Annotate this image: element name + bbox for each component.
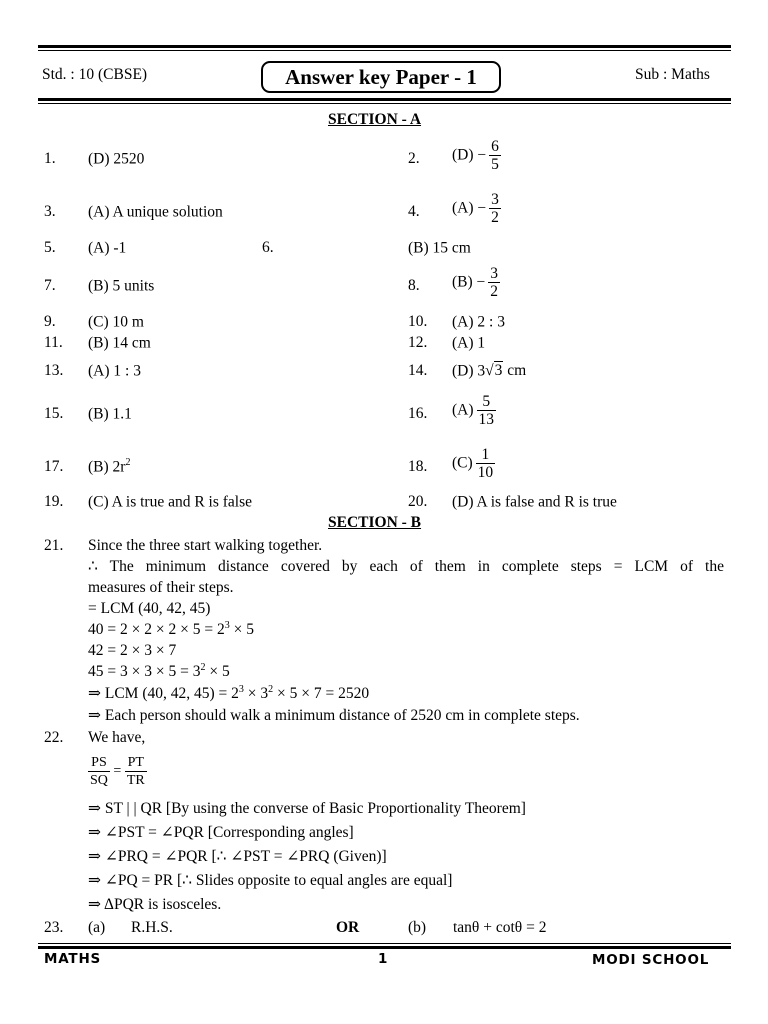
answer-text: [88, 313, 144, 331]
fraction-pt-tr: [125, 754, 147, 789]
q21-line-7: [88, 663, 230, 681]
q21-line-6: 42 = 2 × 3 × 7: [88, 642, 177, 659]
q21-line-7-text: 45 = 3 × 3 × 5 = 3: [88, 663, 201, 680]
q21-lcm-exp-2: 2: [268, 683, 274, 695]
answer-number: 14.: [408, 362, 428, 379]
answer-number: 1.: [44, 150, 56, 167]
top-rule-thick: [38, 45, 731, 48]
answer-text: [452, 393, 496, 428]
q22-line-3: ⇒ ∠PRQ = ∠PQR [∴ ∠PST = ∠PRQ (Given)]: [88, 848, 387, 865]
answer-option: (B) 14 cm: [88, 334, 151, 352]
answer-unit: cm: [503, 362, 527, 379]
answer-text: [88, 150, 144, 168]
answer-option: (B) 1.1: [88, 405, 132, 423]
fraction-numerator: 5: [477, 393, 497, 411]
answer-text: [88, 362, 141, 380]
q21-tail-45: × 5: [205, 663, 230, 680]
answer-number: 19.: [44, 493, 64, 510]
answer-number: 20.: [408, 493, 428, 510]
q21-exp-45: 2: [200, 661, 206, 673]
answer-text: [408, 239, 471, 257]
answer-text: [88, 458, 130, 476]
answer-number: 3.: [44, 203, 56, 220]
answer-number: 7.: [44, 277, 56, 294]
answer-fraction: [489, 138, 501, 173]
header-rule-bottom: [38, 98, 731, 101]
answer-option: (B) −: [452, 273, 486, 291]
answer-text: [88, 203, 223, 221]
q23-a-label: (a): [88, 919, 106, 936]
answer-fraction: [477, 393, 497, 428]
answer-fraction: [489, 191, 501, 226]
footer-rule-thick: [38, 946, 731, 949]
answer-option: (C): [452, 454, 473, 472]
answer-number: 5.: [44, 239, 56, 256]
q21-lcm-tail: × 5 × 7 = 2520: [273, 685, 370, 702]
answer-option: (A) -1: [88, 239, 127, 257]
footer-school: MODI SCHOOL: [592, 952, 710, 968]
answer-number: 4.: [408, 203, 420, 220]
footer-rule-thin: [38, 943, 731, 944]
sqrt-symbol: √: [485, 362, 494, 379]
q22-line-5: ⇒ ΔPQR is isosceles.: [88, 896, 222, 913]
fraction-numerator: PS: [88, 754, 110, 772]
q21-line-2: [88, 558, 724, 576]
answer-text: [452, 493, 617, 511]
q21-tail-40: × 5: [229, 621, 254, 638]
answer-text: [88, 334, 151, 352]
answer-option: (B) 15 cm: [408, 239, 471, 257]
fraction-ps-sq: [88, 754, 110, 789]
fraction-denominator: 5: [491, 156, 499, 173]
q22-line-2: ⇒ ∠PST = ∠PQR [Corresponding angles]: [88, 824, 354, 841]
q21-line-1: Since the three start walking together.: [88, 537, 323, 554]
answer-option: (A) −: [452, 199, 487, 217]
answer-option: (D) 3: [452, 362, 486, 380]
top-rule-thin: [38, 50, 731, 51]
fraction-denominator: SQ: [90, 773, 108, 788]
answer-option: (A) 2 : 3: [452, 313, 505, 331]
answer-option: (C) 10 m: [88, 313, 144, 331]
answer-number: 17.: [44, 458, 64, 475]
q22-number: 22.: [44, 729, 64, 746]
q21-line-5-text: 40 = 2 × 2 × 2 × 5 = 2: [88, 621, 225, 638]
fraction-denominator: 2: [490, 283, 499, 300]
q23-number: 23.: [44, 919, 64, 936]
equals-sign: =: [113, 763, 122, 779]
q21-line-8: [88, 685, 369, 703]
answer-number: 10.: [408, 313, 428, 330]
footer-page-number: 1: [378, 951, 389, 967]
q22-ratio: [88, 754, 147, 789]
answer-fraction: [476, 446, 496, 481]
answer-fraction: [488, 265, 500, 300]
answer-option: (A) A unique solution: [88, 203, 223, 221]
std-label: Std. : 10 (CBSE): [42, 66, 148, 83]
fraction-numerator: 1: [476, 446, 496, 464]
answer-number: 2.: [408, 150, 420, 167]
fraction-numerator: PT: [125, 754, 147, 772]
fraction-numerator: 6: [491, 138, 499, 155]
answer-number: 9.: [44, 313, 56, 330]
answer-text: [452, 265, 500, 300]
answer-text: [452, 446, 495, 481]
q23-b-text: tanθ + cotθ = 2: [453, 919, 547, 936]
answer-number: 13.: [44, 362, 64, 379]
q22-line-1: ⇒ ST | | QR [By using the converse of Basic Proportionality Theorem]: [88, 800, 526, 817]
answer-option: (A) 1 : 3: [88, 362, 141, 380]
answer-text: [88, 239, 126, 257]
q21-line-8-text: ⇒ LCM (40, 42, 45) = 2: [88, 685, 239, 702]
answer-option: (C) A is true and R is false: [88, 493, 253, 511]
q21-line-3: measures of their steps.: [88, 579, 234, 596]
answer-option: (D) 2520: [88, 150, 145, 168]
fraction-numerator: 3: [491, 191, 499, 208]
subject-label: Sub : Maths: [635, 66, 710, 83]
answer-number: 11.: [44, 334, 63, 351]
answer-text: [88, 277, 154, 295]
q22-intro: We have,: [88, 729, 146, 746]
q21-lcm-mid: × 3: [243, 685, 269, 702]
q23-b-label: (b): [408, 919, 427, 936]
fraction-numerator: 3: [490, 265, 499, 282]
q21-lcm-exp-1: 3: [238, 683, 244, 695]
answer-option: (B) 2r: [88, 458, 126, 476]
answer-text: [452, 191, 501, 226]
answer-text: [88, 493, 252, 511]
q21-line-9: ⇒ Each person should walk a minimum distance of 2520 cm in complete steps.: [88, 707, 580, 724]
fraction-denominator: 10: [477, 464, 494, 481]
q22-line-4: ⇒ ∠PQ = PR [∴ Slides opposite to equal angles are equal]: [88, 872, 453, 889]
section-a-heading: SECTION - A: [328, 111, 422, 128]
q21-line-2-text: ∴ The minimum distance covered by each of them in complete steps = LCM of the: [88, 558, 724, 575]
answer-number: 16.: [408, 405, 428, 422]
header-rule-bottom-thin: [38, 103, 731, 104]
footer-subject: MATHS: [44, 951, 102, 967]
fraction-denominator: TR: [126, 773, 145, 788]
q21-line-5: [88, 621, 254, 639]
answer-text: [452, 362, 526, 380]
answer-number: 12.: [408, 334, 428, 351]
section-b-heading: SECTION - B: [328, 514, 422, 531]
answer-option: (D) A is false and R is true: [452, 493, 617, 511]
answer-option: (A) 1: [452, 334, 486, 352]
answer-option: (D) −: [452, 146, 487, 164]
q23-or: OR: [336, 919, 360, 936]
sqrt-radicand: 3: [494, 362, 503, 379]
answer-number: 15.: [44, 405, 64, 422]
answer-number: 8.: [408, 277, 420, 294]
q23-a-text: R.H.S.: [131, 919, 173, 936]
fraction-denominator: 2: [491, 209, 499, 226]
q21-exp-40: 3: [224, 619, 230, 631]
answer-text: [452, 138, 501, 173]
answer-text: [88, 405, 132, 423]
answer-superscript: 2: [125, 456, 131, 468]
answer-option: (A): [452, 401, 474, 419]
answer-number: 18.: [408, 458, 428, 475]
fraction-denominator: 13: [478, 411, 495, 428]
answer-text: [452, 334, 485, 352]
page-title: Answer key Paper - 1: [261, 61, 501, 93]
answer-option: (B) 5 units: [88, 277, 155, 295]
q21-line-4: = LCM (40, 42, 45): [88, 600, 211, 617]
answer-number: 6.: [262, 239, 274, 256]
q21-number: 21.: [44, 537, 64, 554]
answer-text: [452, 313, 505, 331]
